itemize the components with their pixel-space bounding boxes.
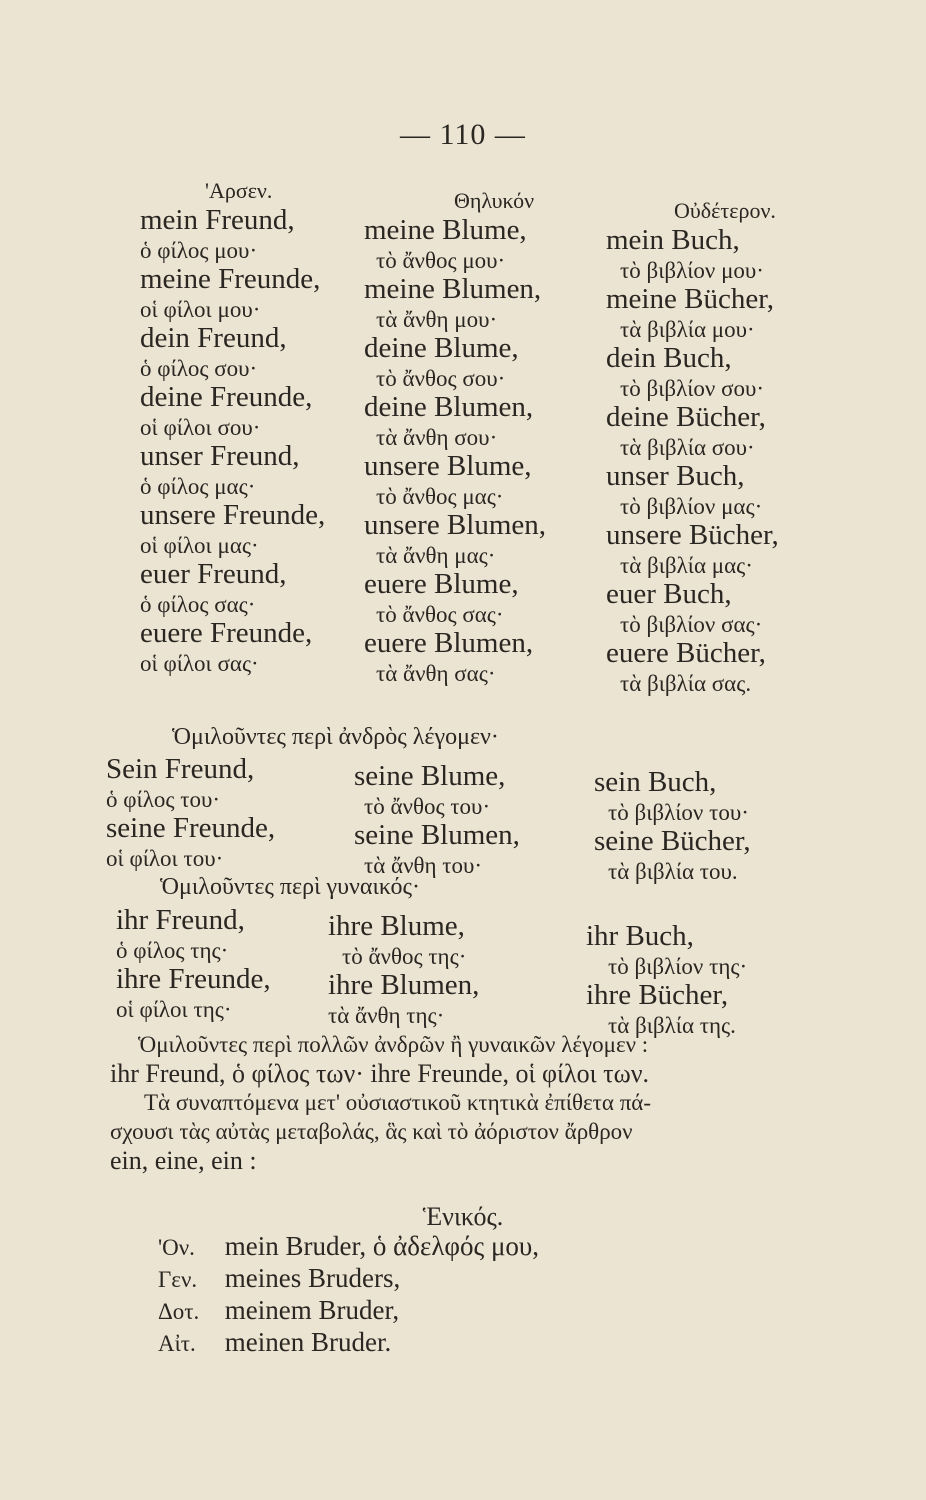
greek-word: τὰ ἄνθη της· (328, 1002, 445, 1028)
greek-word: οἱ φίλοι της· (116, 996, 232, 1022)
declension-form: meinem Bruder, (224, 1295, 400, 1325)
column-header-masculine: 'Αρσεν. (205, 178, 273, 203)
greek-word: τὰ βιβλία σας. (620, 670, 752, 696)
greek-word: ὁ φίλος σου· (140, 355, 258, 381)
declension-row (158, 1294, 539, 1326)
german-word: euere Freunde, (140, 617, 313, 649)
declension-row (158, 1262, 539, 1294)
greek-word: τὸ βιβλίον μας· (620, 493, 763, 519)
paragraph-line: ihr Freund, ὁ φίλος των· ihre Freunde, οἱ φίλοι των. (110, 1059, 649, 1088)
woman-column-feminine (328, 912, 479, 1030)
german-word: euer Buch, (606, 578, 732, 610)
greek-word: οἱ φίλοι μου· (140, 296, 261, 322)
german-word: seine Freunde, (106, 812, 276, 844)
german-word: mein Buch, (606, 224, 740, 256)
declension-row (158, 1230, 539, 1262)
paragraph-line: ein, eine, ein : (110, 1146, 257, 1175)
greek-word: τὸ ἄνθος σας· (376, 601, 504, 627)
declension-table (158, 1230, 539, 1358)
woman-column-masculine (116, 906, 271, 1024)
page-number: — 110 — (400, 118, 526, 151)
german-word: seine Bücher, (594, 825, 751, 857)
greek-word: οἱ φίλοι σας· (140, 650, 259, 676)
german-word: ihre Blumen, (328, 969, 480, 1001)
greek-word: τὸ ἄνθος της· (342, 943, 467, 969)
case-label: Γεν. (158, 1267, 198, 1292)
greek-word: ὁ φίλος της· (116, 937, 229, 963)
german-word: deine Freunde, (140, 381, 313, 413)
column-header-neuter: Οὐδέτερον. (674, 198, 776, 223)
german-word: euer Freund, (140, 558, 287, 590)
paragraph-plural-note (110, 1030, 651, 1175)
greek-word: τὰ ἄνθη του· (364, 852, 483, 878)
greek-word: τὸ βιβλίον σου· (620, 375, 765, 401)
greek-word: τὸ βιβλίον του· (608, 799, 749, 825)
greek-word: τὰ βιβλία του. (608, 858, 738, 884)
greek-word: τὰ ἄνθη σας· (376, 660, 496, 686)
greek-word: τὰ ἄνθη σου· (376, 424, 498, 450)
german-word: unsere Freunde, (140, 499, 326, 531)
greek-word: τὰ βιβλία της. (608, 1012, 736, 1038)
greek-word: τὸ ἄνθος σου· (376, 365, 506, 391)
column-feminine (364, 186, 546, 688)
german-word: mein Freund, (140, 204, 295, 236)
paragraph-line: σχουσι τὰς αὐτὰς μεταβολάς, ἃς καὶ τὸ ἀόριστον ἄρθρον (110, 1119, 633, 1144)
case-label: 'Ον. (158, 1235, 195, 1260)
greek-word: τὸ ἄνθος μας· (376, 483, 504, 509)
column-masculine (140, 176, 325, 678)
german-word: ihre Blume, (328, 910, 465, 942)
german-word: meine Bücher, (606, 283, 774, 315)
greek-word: τὰ βιβλία σου· (620, 434, 755, 460)
german-word: ihre Freunde, (116, 963, 271, 995)
case-label: Δοτ. (158, 1299, 200, 1324)
man-column-masculine (106, 755, 275, 873)
man-column-neuter (594, 768, 751, 886)
german-word: sein Buch, (594, 766, 717, 798)
declension-form: mein Bruder, ὁ ἀδελφός μου, (224, 1231, 540, 1261)
greek-word: οἱ φίλοι του· (106, 845, 224, 871)
german-word: Sein Freund, (106, 753, 255, 785)
german-word: ihre Bücher, (586, 979, 729, 1011)
german-word: unsere Blume, (364, 450, 532, 482)
german-word: euere Blume, (364, 568, 519, 600)
german-word: ihr Buch, (586, 920, 694, 952)
case-label: Αἰτ. (158, 1331, 196, 1356)
greek-word: τὸ βιβλίον σας· (620, 611, 763, 637)
paragraph-line: Ὁμιλοῦντες περὶ πολλῶν ἀνδρῶν ἢ γυναικῶν λέγομεν : (138, 1032, 649, 1057)
greek-word: τὰ βιβλία μου· (620, 316, 755, 342)
greek-word: τὰ ἄνθη μου· (376, 306, 498, 332)
german-word: unsere Bücher, (606, 519, 779, 551)
german-word: deine Blume, (364, 332, 519, 364)
german-word: unser Freund, (140, 440, 300, 472)
greek-word: ὁ φίλος σας· (140, 591, 256, 617)
column-neuter (606, 196, 779, 698)
greek-word: τὰ ἄνθη μας· (376, 542, 496, 568)
greek-word: τὸ βιβλίον μου· (620, 257, 764, 283)
woman-column-neuter (586, 922, 747, 1040)
greek-word: οἱ φίλοι σου· (140, 414, 261, 440)
german-word: meine Blume, (364, 214, 527, 246)
paragraph-line: Τὰ συναπτόμενα μετ' οὐσιαστικοῦ κτητικὰ ἐπίθετα πά- (144, 1090, 652, 1115)
man-column-feminine (354, 762, 520, 880)
greek-word: ὁ φίλος μου· (140, 237, 258, 263)
german-word: seine Blume, (354, 760, 506, 792)
greek-word: τὸ ἄνθος μου· (376, 247, 506, 273)
declension-row (158, 1326, 539, 1358)
german-word: dein Buch, (606, 342, 732, 374)
declension-form: meinen Bruder. (224, 1327, 392, 1357)
german-word: seine Blumen, (354, 819, 520, 851)
column-header-feminine: Θηλυκόν (454, 188, 535, 213)
german-word: unser Buch, (606, 460, 745, 492)
section-heading-man: Ὁμιλοῦντες περὶ ἀνδρὸς λέγομεν· (172, 724, 499, 750)
german-word: unsere Blumen, (364, 509, 547, 541)
greek-word: ὁ φίλος μας· (140, 473, 256, 499)
german-word: euere Blumen, (364, 627, 534, 659)
german-word: meine Freunde, (140, 263, 321, 295)
german-word: euere Bücher, (606, 637, 766, 669)
german-word: dein Freund, (140, 322, 287, 354)
declension-title: Ἑνικός. (422, 1202, 504, 1231)
greek-word: ὁ φίλος του· (106, 786, 221, 812)
german-word: ihr Freund, (116, 904, 245, 936)
german-word: deine Bücher, (606, 401, 766, 433)
german-word: deine Blumen, (364, 391, 534, 423)
declension-form: meines Bruders, (224, 1263, 401, 1293)
section-heading-woman: Ὁμιλοῦντες περὶ γυναικός· (160, 874, 420, 900)
greek-word: τὸ βιβλίον της· (608, 953, 748, 979)
german-word: meine Blumen, (364, 273, 542, 305)
greek-word: τὸ ἄνθος του· (364, 793, 491, 819)
greek-word: οἱ φίλοι μας· (140, 532, 259, 558)
greek-word: τὰ βιβλία μας· (620, 552, 753, 578)
